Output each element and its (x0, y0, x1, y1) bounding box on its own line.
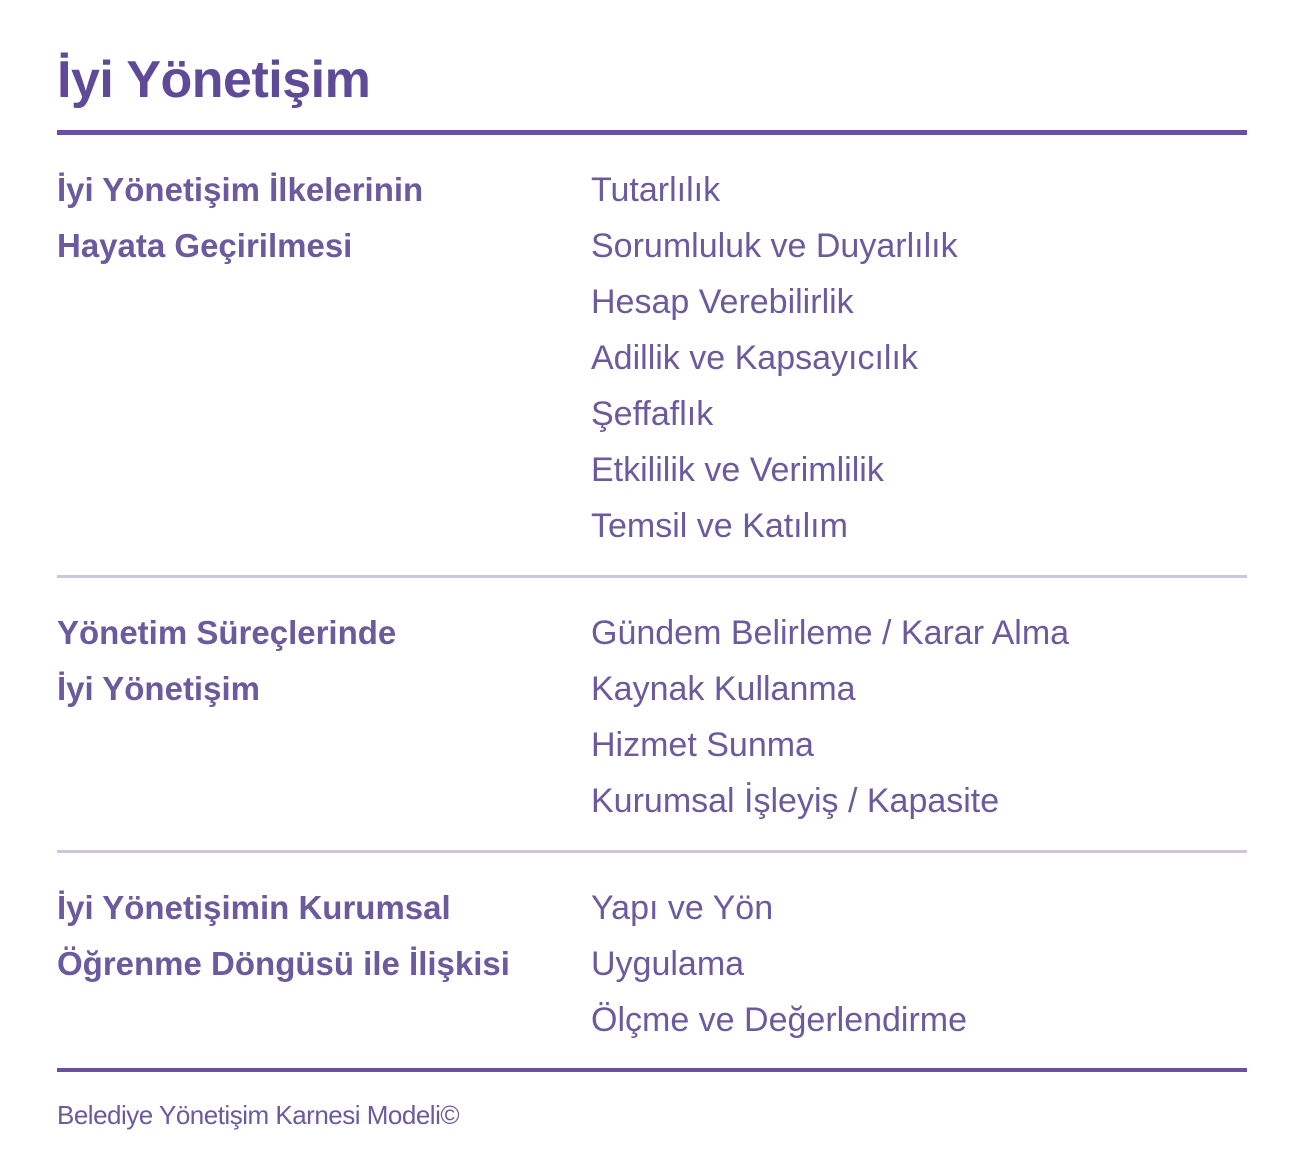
title-divider (57, 130, 1247, 135)
list-item: Ölçme ve Değerlendirme (591, 1001, 968, 1039)
section-divider (57, 575, 1247, 578)
list-item: Gündem Belirleme / Karar Alma (591, 614, 1070, 652)
footer-caption: Belediye Yönetişim Karnesi Modeli© (57, 1100, 459, 1130)
item-list (591, 162, 958, 554)
section-heading-line: Yönetim Süreçlerinde (57, 614, 397, 651)
section-heading (57, 880, 557, 992)
list-item: Temsil ve Katılım (591, 507, 848, 545)
list-item: Adillik ve Kapsayıcılık (591, 339, 918, 377)
list-item: Şeffaflık (591, 395, 714, 433)
section-divider (57, 850, 1247, 853)
section-heading-line: İyi Yönetişim (57, 670, 260, 707)
list-item: Kaynak Kullanma (591, 670, 856, 708)
section-heading-line: İyi Yönetişimin Kurumsal (57, 889, 451, 926)
list-item: Sorumluluk ve Duyarlılık (591, 227, 958, 265)
list-item: Hizmet Sunma (591, 726, 814, 764)
section-heading-line: Hayata Geçirilmesi (57, 227, 353, 264)
footer-divider (57, 1068, 1247, 1072)
list-item: Tutarlılık (591, 171, 721, 209)
list-item: Yapı ve Yön (591, 889, 774, 927)
section-heading (57, 162, 557, 274)
page (57, 0, 1247, 1171)
list-item: Etkililik ve Verimlilik (591, 451, 884, 489)
section-heading (57, 605, 557, 717)
section-heading-line: Öğrenme Döngüsü ile İlişkisi (57, 945, 510, 982)
list-item: Hesap Verebilirlik (591, 283, 854, 321)
list-item: Kurumsal İşleyiş / Kapasite (591, 782, 1000, 820)
page-title: İyi Yönetişim (57, 51, 371, 109)
section-heading-line: İyi Yönetişim İlkelerinin (57, 171, 424, 208)
list-item: Uygulama (591, 945, 745, 983)
item-list (591, 605, 1069, 829)
item-list (591, 880, 967, 1048)
